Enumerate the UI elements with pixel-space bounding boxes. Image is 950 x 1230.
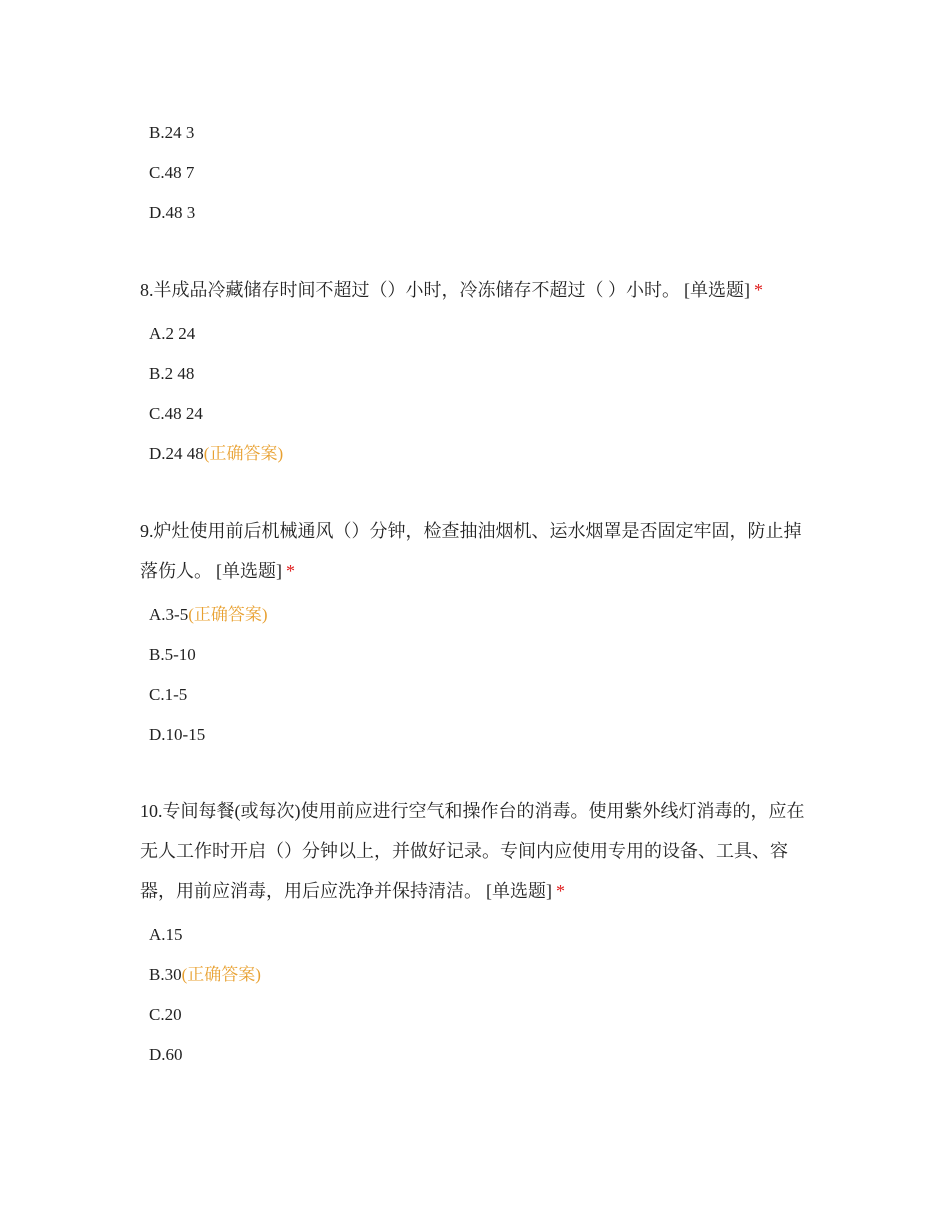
option-9-d	[149, 715, 815, 755]
question-8-options	[149, 314, 815, 474]
option-label: D.24 48	[149, 444, 204, 463]
option-label: A.3-5	[149, 605, 189, 624]
question-8-text	[140, 270, 815, 310]
question-7-options	[149, 113, 849, 233]
option-label: D.60	[149, 1045, 183, 1064]
option-label: C.20	[149, 1005, 182, 1024]
option-label: C.1-5	[149, 685, 188, 704]
correct-answer-marker: (正确答案)	[181, 965, 261, 984]
question-type-tag: [单选题]	[486, 881, 552, 901]
option-label: B.30	[149, 965, 182, 984]
option-label: B.5-10	[149, 645, 196, 664]
question-10-options	[149, 915, 815, 1075]
option-9-b	[149, 635, 815, 675]
correct-answer-marker: (正确答案)	[188, 605, 268, 624]
option-label: D.48 3	[149, 203, 196, 222]
option-label: B.24 3	[149, 123, 195, 142]
option-label: D.10-15	[149, 725, 206, 744]
option-7-d	[149, 193, 849, 233]
question-type-tag: [单选题]	[684, 280, 750, 300]
question-type-tag: [单选题]	[216, 561, 282, 581]
question-8	[140, 270, 815, 474]
option-10-a	[149, 915, 815, 955]
option-8-b	[149, 354, 815, 394]
option-8-a	[149, 314, 815, 354]
option-10-c	[149, 995, 815, 1035]
option-8-d	[149, 434, 815, 474]
option-label: A.15	[149, 925, 183, 944]
option-9-c	[149, 675, 815, 715]
question-stem: 8.半成品冷藏储存时间不超过（）小时，冷冻储存不超过（ ）小时。	[140, 280, 680, 300]
required-marker: *	[556, 881, 565, 901]
required-marker: *	[754, 280, 763, 300]
option-10-b	[149, 955, 815, 995]
option-label: B.2 48	[149, 364, 195, 383]
question-9-options	[149, 595, 815, 755]
required-marker: *	[286, 561, 295, 581]
correct-answer-marker: (正确答案)	[203, 444, 284, 463]
question-10	[140, 791, 815, 1075]
option-7-c	[149, 153, 849, 193]
option-label: A.2 24	[149, 324, 196, 343]
option-label: C.48 24	[149, 404, 203, 423]
question-9-text	[140, 511, 815, 591]
question-stem: 10.专间每餐(或每次)使用前应进行空气和操作台的消毒。使用紫外线灯消毒的，应在无人工作时开启（）分钟以上，并做好记录。专间内应使用专用的设备、工具、容器，用前应消毒，用后应洗净并保持清洁。	[140, 801, 805, 901]
option-label: C.48 7	[149, 163, 195, 182]
question-10-text	[140, 791, 815, 911]
question-stem: 9.炉灶使用前后机械通风（）分钟，检查抽油烟机、运水烟罩是否固定牢固，防止掉落伤人。	[140, 521, 802, 581]
option-8-c	[149, 394, 815, 434]
option-9-a	[149, 595, 815, 635]
option-7-b	[149, 113, 849, 153]
option-10-d	[149, 1035, 815, 1075]
question-9	[140, 511, 815, 755]
